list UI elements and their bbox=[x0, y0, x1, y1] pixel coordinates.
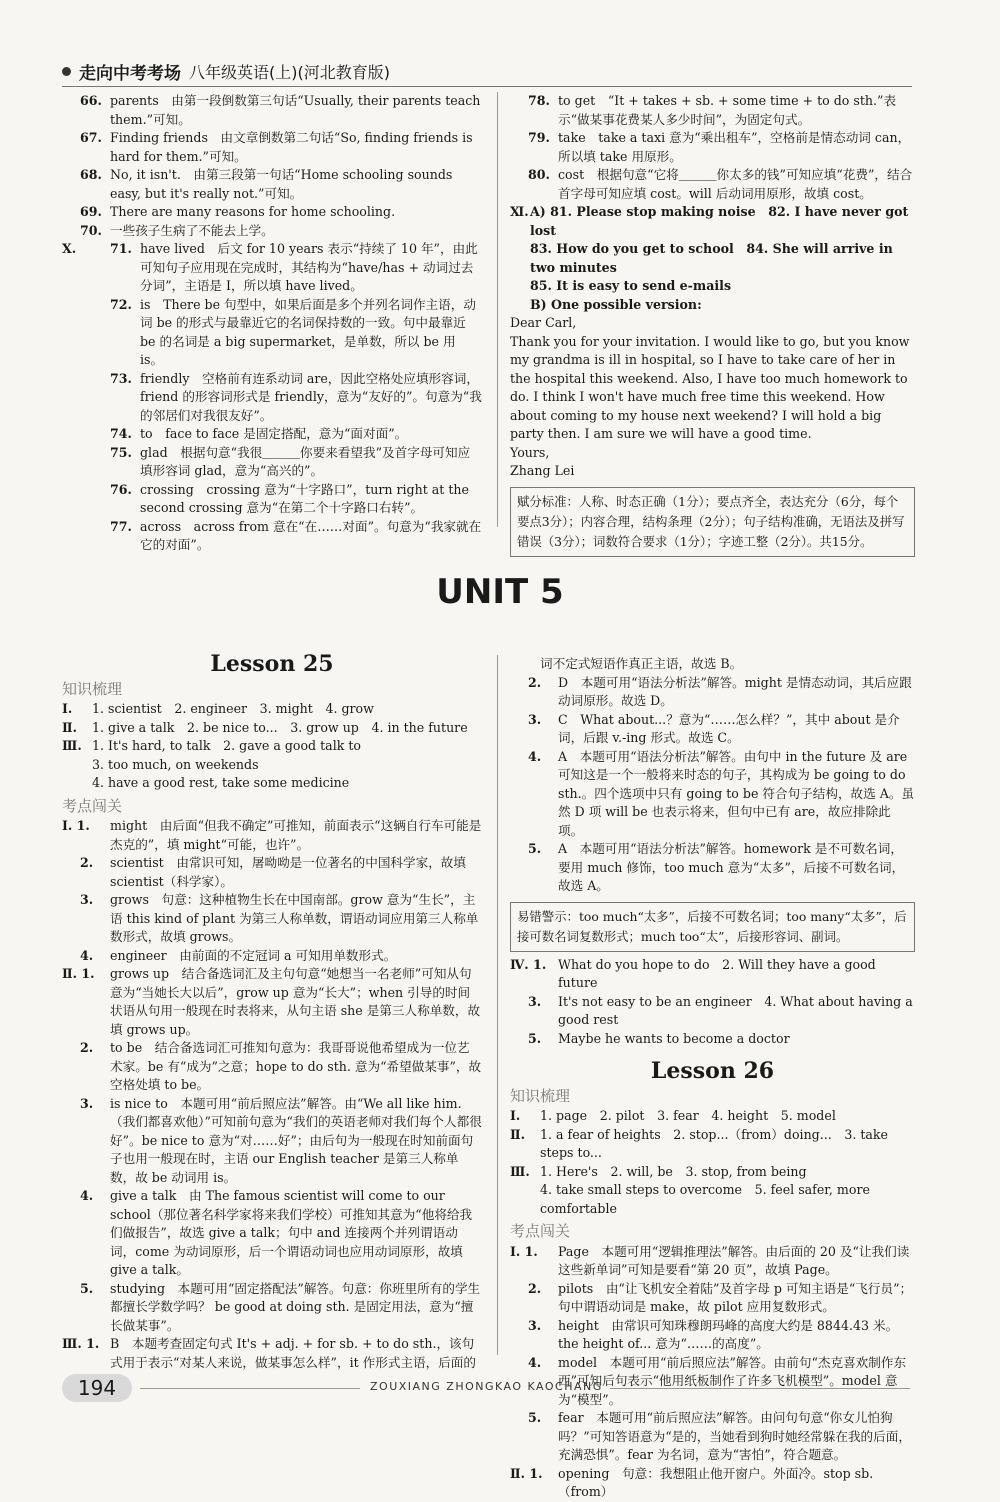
book-title: 走向中考考场 bbox=[79, 63, 181, 84]
l25-kb-text: 1. It's hard, to talk 2. gave a good talk to bbox=[92, 738, 361, 753]
letter-greeting: Dear Carl, bbox=[510, 315, 577, 330]
l25-s4-item-text: It's not easy to be an engineer 4. What about having a good rest bbox=[558, 993, 913, 1027]
l25-s3b-item-text: A 本题可用“语法分析法”解答。homework 是不可数名词，要用 much 修饰，too much 意为“太多”，后接不可数名词，故选 A。 bbox=[558, 841, 905, 893]
l25-s3b-item-number: 4. bbox=[528, 748, 542, 764]
l25-s2-item-number: 3. bbox=[80, 1095, 94, 1111]
letter-closing: Yours, bbox=[510, 444, 550, 460]
answer-x-item-text: have lived 后文 for 10 years 表示“持续了 10 年”，由此可知句子应用现在完成时，其结构为“have/has + 动词过去分词”，主语是 I，所以填 have lived。 bbox=[140, 241, 478, 293]
lesson-25-kd-title: 考点闯关 bbox=[62, 796, 123, 815]
letter-body: Thank you for your invitation. I would like to go, but you know my grandma is ill in hospital, so I have to take care of her in the hospital this weekend. Also, I have too much homework to do. I think I won't have much free time this weekend. How about coming to my house next weekend? I will hold a big party then. I am sure we will have a good time. bbox=[510, 333, 910, 441]
l25-kb-roman: Ⅱ. bbox=[62, 719, 77, 735]
scoring-text: 赋分标准：人称、时态正确（1分）；要点齐全，表达充分（6分，每个要点3分）；内容合理，结构条理（2分）；句子结构准确，无语法及拼写错误（3分）；词数符合要求（1分）；字迹工整（2分）。共15分。 bbox=[517, 493, 905, 549]
l25-s4-item bbox=[528, 993, 915, 1030]
book-subtitle: 八年级英语(上)(河北教育版) bbox=[189, 62, 390, 82]
l26-kb-roman: Ⅰ. bbox=[510, 1108, 521, 1123]
page-header bbox=[62, 56, 912, 86]
bullet-icon bbox=[62, 67, 71, 76]
lesson-26-kd-title: 考点闯关 bbox=[510, 1222, 571, 1240]
letter-signature: Zhang Lei bbox=[510, 463, 575, 478]
l25-s1-item-text: grows 句意：这种植物生长在中国南部。grow 意为“生长”，主语 this kind of plant 为第三人称单数，谓语动词应用第三人称单数形式，故填 grows。 bbox=[110, 892, 479, 944]
l25-s1-item bbox=[62, 817, 482, 854]
l25-s3b-item bbox=[528, 711, 915, 748]
l25-s2-item-number: Ⅱ. 1. bbox=[62, 966, 95, 981]
answer-x-item-text: to face to face 是固定搭配，意为“面对面”。 bbox=[140, 426, 408, 441]
l25-s2-item bbox=[80, 1187, 482, 1280]
l25-s3b-item-text: C What about...？意为“……怎么样？”，其中 about 是介词，后跟 v.-ing 形式。故选 C。 bbox=[558, 711, 900, 745]
answer-x-item-text: friendly 空格前有连系动词 are，因此空格处应填形容词，friend 的形容词形式是 friendly，意为“友好的”。句意为“我的邻居们对我很友好”。 bbox=[140, 370, 482, 423]
l26-kb-text: 1. Here's 2. will, be 3. stop, from being bbox=[540, 1163, 807, 1179]
l25-s1-item bbox=[80, 947, 482, 966]
l26-kb-text: 1. a fear of heights 2. stop...（from）doing... 3. take steps to... bbox=[540, 1126, 889, 1160]
l25-s2-item bbox=[80, 1039, 482, 1095]
footer-text: ZOUXIANG ZHONGKAO KAOCHANG bbox=[370, 1380, 603, 1393]
l25-s1-item-text: scientist 由常识可知，屠呦呦是一位著名的中国科学家，故填 scientist（科学家）。 bbox=[110, 855, 466, 889]
l26-s2-item bbox=[510, 1465, 915, 1502]
l26-kb-row bbox=[510, 1181, 915, 1218]
answer-item-text: parents 由第一段倒数第三句话“Usually, their parents teach them.”可知。 bbox=[110, 93, 481, 127]
l26-kb-text: 4. take small steps to overcome 5. feel safer, more comfortable bbox=[540, 1182, 870, 1216]
l26-s1-item bbox=[528, 1317, 915, 1354]
l25-s3-item-text: B 本题考查固定句式 It's + adj. + for sb. + to do sth.，该句式用于表示“对某人来说，做某事怎么样”，it 作形式主语，后面的 bbox=[110, 1336, 476, 1370]
lesson-26-title: Lesson 26 bbox=[650, 1058, 775, 1084]
l26-s2-item-number: Ⅱ. 1. bbox=[510, 1465, 543, 1481]
answer-item-text: cost 根据句意“它将＿＿＿你太多的钱”可知应填“花费”，结合首字母可知应填 cost。will 后动词用原形，故填 cost。 bbox=[558, 167, 913, 201]
answer-item bbox=[80, 92, 482, 129]
answer-x-item-text: is There be 句型中，如果后面是多个并列名词作主语，动词 be 的形式与最靠近它的名词保持数的一致。句中最靠近 be 的名词是 a big supermarket，是单数，所以 be 用 is。 bbox=[140, 296, 476, 367]
answer-x-item bbox=[110, 296, 482, 370]
answer-x-item-number: 74. bbox=[110, 426, 132, 441]
answer-x-item bbox=[110, 444, 482, 481]
lesson-25-column bbox=[62, 651, 482, 1372]
l25-s1-item-number: 3. bbox=[80, 892, 94, 907]
l25-kb-text: 1. scientist 2. engineer 3. might 4. grow bbox=[92, 701, 374, 716]
answer-item-number: 78. bbox=[528, 93, 550, 108]
footer-line-right bbox=[610, 1388, 910, 1389]
l25-s4-item bbox=[510, 956, 915, 993]
l25-s1-item-number: 2. bbox=[80, 855, 94, 870]
l26-kb-row bbox=[510, 1126, 915, 1163]
l26-s1-item bbox=[528, 1280, 915, 1317]
l25-s1-item-number: Ⅰ. 1. bbox=[62, 818, 90, 833]
l25-s3b-item bbox=[528, 748, 915, 841]
answer-item-text: take take a taxi 意为“乘出租车”，空格前是情态动词 can，所以填 take 用原形。 bbox=[558, 130, 911, 164]
l25-s4-item-number: 5. bbox=[528, 1030, 542, 1046]
l26-s1-item-number: 2. bbox=[528, 1280, 542, 1296]
l25-s2-item-text: is nice to 本题可用“前后照应法”解答。由“We all like him.（我们都喜欢他）”可知前句意为“我们的英语老师对我们每个人都很好”。be nice to 意为“对……好”；由后句为一般现在时知前面句子也用一般现在时，主语 our English teacher 是第三人称单数，故 be 动词用 is。 bbox=[110, 1095, 482, 1185]
l25-kb-text: 4. have a good rest, take some medicine bbox=[92, 775, 350, 790]
l25-s2-item-number: 4. bbox=[80, 1188, 94, 1203]
l25-s1-item bbox=[80, 854, 482, 891]
l25-s3b-item-number: 5. bbox=[528, 841, 542, 856]
l26-s1-item-number: 5. bbox=[528, 1410, 542, 1425]
l25-s3b-item-number: 2. bbox=[528, 674, 542, 690]
l25-s1-item-number: 4. bbox=[80, 947, 94, 963]
answer-x-item-text: glad 根据句意“我很＿＿＿你要来看望我”及首字母可知应填形容词 glad，意为“高兴的”。 bbox=[140, 444, 471, 478]
answer-item bbox=[80, 203, 482, 222]
lesson-25-title: Lesson 25 bbox=[210, 651, 334, 677]
l25-s3-item-number: Ⅲ. 1. bbox=[62, 1336, 100, 1351]
answer-item-number: 80. bbox=[528, 167, 550, 182]
l25-s2-item-text: give a talk 由 The famous scientist will come to our school（那位著名科学家将来我们学校）可推知其意为“他将给我们做报告”，故选 give a talk；句中 and 连接两个并列谓语动词，come 为动词原形，后一个谓语动词也应用动词原形，故填 give a talk。 bbox=[110, 1188, 473, 1277]
answer-x-item-number: 76. bbox=[110, 481, 132, 497]
answer-x-item-number: 71. bbox=[110, 241, 132, 256]
answer-item bbox=[528, 92, 915, 129]
answer-item-number: 79. bbox=[528, 130, 550, 145]
answer-x-item-number: 72. bbox=[110, 296, 132, 312]
lesson-25-kb-title: 知识梳理 bbox=[62, 679, 123, 698]
l26-s1-item-number: 4. bbox=[528, 1354, 542, 1370]
l25-s4-item-number: Ⅳ. 1. bbox=[510, 956, 547, 972]
answer-x-item-text: across across from 意在“在……对面”。句意为“我家就在它的对面”。 bbox=[140, 518, 482, 552]
l25-s4-item-text: What do you hope to do 2. Will they have a good future bbox=[558, 956, 876, 990]
answer-item bbox=[528, 129, 915, 166]
answer-x-item bbox=[110, 425, 482, 444]
l26-s1-item-text: height 由常识可知珠穆朗玛峰的高度大约是 8844.43 米。the height of... 意为“……的高度”。 bbox=[558, 1317, 899, 1351]
l25-s2-item-text: to be 结合备选词汇可推知句意为：我哥哥说他希望成为一位艺术家。be 有“成为”之意；hope to do sth. 意为“希望做某事”，故空格处填 to be。 bbox=[110, 1040, 482, 1092]
answer-item bbox=[528, 166, 915, 203]
l26-kb-text: 1. page 2. pilot 3. fear 4. height 5. model bbox=[540, 1108, 836, 1123]
answer-x-item bbox=[110, 481, 482, 518]
column-divider-top bbox=[497, 92, 498, 527]
l26-s2-item-text: opening 句意：我想阻止他开窗户。外面冷。stop sb.（from） bbox=[558, 1465, 874, 1499]
l25-s4-item-text: Maybe he wants to become a doctor bbox=[558, 1030, 790, 1046]
l26-s1-item bbox=[510, 1243, 915, 1280]
l26-s1-item-text: fear 本题可用“前后照应法”解答。由问句句意“你女儿怕狗吗？”可知答语意为“是的，当她看到狗时她经常躲在我的后面，充满恐惧”。fear 为名词，意为“害怕”，符合题意。 bbox=[558, 1410, 911, 1462]
l25-s2-item-text: grows up 结合备选词汇及主句句意“她想当一名老师”可知从句意为“当她长大以后”，grow up 意为“长大”；when 引导的时间状语从句用一般现在时表将来，从句主语 she 是第三人称单数，故填 grows up。 bbox=[110, 966, 481, 1037]
section-xi: Ⅺ. A) 81. Please stop making noise 82. I have never got lost 83. How do you get to school 84. She will arrive in two minutes 85. It is easy to send e-mails bbox=[510, 203, 915, 296]
l25-s4-item-number: 3. bbox=[528, 993, 542, 1009]
answer-item-text: 一些孩子生病了不能去上学。 bbox=[110, 222, 274, 238]
l25-s2-item bbox=[80, 1280, 482, 1336]
answer-x-item-number: 73. bbox=[110, 370, 132, 386]
xi-line-2: 83. How do you get to school 84. She will arrive in two minutes bbox=[530, 241, 893, 275]
answer-item-text: Finding friends 由文章倒数第二句话“So, finding friends is hard for them.”可知。 bbox=[110, 130, 473, 164]
l25-s4-item bbox=[528, 1030, 915, 1049]
answer-item-number: 69. bbox=[80, 204, 102, 219]
answer-x-item bbox=[110, 518, 482, 555]
l25-kb-row bbox=[62, 700, 482, 719]
answer-x-item-text: crossing crossing 意为“十字路口”，turn right at the second crossing 意为“在第二个十字路口右转”。 bbox=[140, 481, 469, 515]
l26-s1-item-text: Page 本题可用“逻辑推理法”解答。由后面的 20 及“让我们读这些新单词”可知是要看“第 20 页”，故填 Page。 bbox=[558, 1243, 910, 1277]
l25-s3-item bbox=[62, 1335, 482, 1372]
l25-kb-text: 1. give a talk 2. be nice to... 3. grow up 4. in the future bbox=[92, 719, 468, 735]
header-divider bbox=[62, 86, 912, 87]
answer-item-number: 66. bbox=[80, 93, 102, 108]
l25-s2-item-number: 2. bbox=[80, 1040, 94, 1055]
answer-item bbox=[80, 166, 482, 203]
l25-s2-item bbox=[62, 965, 482, 1039]
answer-item bbox=[80, 222, 482, 241]
page-number: 194 bbox=[62, 1374, 132, 1402]
answer-x-item bbox=[110, 370, 482, 426]
answer-item bbox=[80, 129, 482, 166]
top-right-column bbox=[510, 92, 915, 557]
section-x: Ⅹ. 71. have lived 后文 for 10 years 表示“持续了 10 年”，由此可知句子应用现在完成时，其结构为“have/has + 动词过去分词”，主语是 I，所以填 have lived。 72. is There be 句型中，如果后面是多个并列名词作主语，动词 be 的形式与最靠近它的名词保持数的一致。句中最靠近 be 的名词是 a big supermarket，是单数，所以 be 用 is。 73. friendly 空格前有连系动词 are，因此空格处应填形容词，friend 的形容词形式是 friendly，意为“友好的”。句意为“我的邻居们对我很友好”。 74. to face to face 是固定搭配，意为“面对面”。 75. glad 根据句意“我很＿＿＿你要来看望我”及首字母可知应填形容词 glad，意为“高兴的”。 76. crossing crossing 意为“十字路口”，turn right at the second crossing 意为“在第二个十字路口右转”。 77. across across from 意在“在……对面”。句意为“我家就在它的对面”。 bbox=[62, 240, 482, 555]
answer-item-text: to get “It + takes + sb. + some time + to do sth.”表示“做某事花费某人多少时间”，为固定句式。 bbox=[558, 93, 897, 127]
xi-line-1: A) 81. Please stop making noise 82. I have never got lost bbox=[530, 204, 909, 238]
column-divider-bottom bbox=[497, 655, 498, 1355]
l25-s3b-item bbox=[528, 840, 915, 896]
l25-s2-item-number: 5. bbox=[80, 1280, 94, 1296]
l25-kb-row bbox=[62, 719, 482, 738]
l26-s1-item-number: 3. bbox=[528, 1317, 542, 1333]
version-label: B) One possible version: bbox=[530, 296, 702, 312]
l26-s1-item-text: model 本题可用“前后照应法”解答。由前句“杰克喜欢制作东西”可知后句表示“他用纸板制作了许多飞机模型”。model 意为“模型”。 bbox=[558, 1354, 907, 1407]
l25-kb-roman: Ⅲ. bbox=[62, 738, 82, 753]
l25-kb-row bbox=[62, 774, 482, 793]
l26-kb-roman: Ⅲ. bbox=[510, 1163, 530, 1179]
l25-s1-item-text: might 由后面“但我不确定”可推知，前面表示“这辆自行车可能是杰克的”，填 might“可能，也许”。 bbox=[110, 818, 482, 852]
l25-s3b-item-text: A 本题可用“语法分析法”解答。由句中 in the future 及 are 可知这是一个一般将来时态的句子，其构成为 be going to do sth.。四个选项中只有 going to be 符合句子结构，故选 A。虽然 D 项 will be 也表示将来，但句中已有 are，故应排除此项。 bbox=[558, 748, 915, 838]
xi-line-3: 85. It is easy to send e-mails bbox=[530, 278, 732, 293]
l26-kb-row bbox=[510, 1107, 915, 1126]
l25-s1-item-text: engineer 由前面的不定冠词 a 可知用单数形式。 bbox=[110, 947, 397, 963]
unit-title: UNIT 5 bbox=[436, 572, 564, 612]
answer-x-item-number: 77. bbox=[110, 518, 132, 534]
continuation-text: 词不定式短语作真正主语，故选 B。 bbox=[540, 656, 743, 671]
l25-kb-text: 3. too much, on weekends bbox=[92, 756, 259, 772]
l26-kb-roman: Ⅱ. bbox=[510, 1126, 525, 1142]
warning-box bbox=[510, 902, 915, 952]
lower-right-column bbox=[510, 655, 915, 1502]
scoring-box bbox=[510, 487, 915, 557]
answer-x-item-number: 75. bbox=[110, 444, 132, 460]
l25-s3b-item bbox=[528, 674, 915, 711]
answer-x-item bbox=[110, 240, 482, 296]
l25-kb-roman: Ⅰ. bbox=[62, 701, 73, 716]
answer-item-number: 67. bbox=[80, 130, 102, 145]
warning-text: 易错警示：too much“太多”，后接不可数名词；too many“太多”，后接可数名词复数形式；much too“太”，后接形容词、副词。 bbox=[517, 908, 907, 944]
l25-s2-item-text: studying 本题可用“固定搭配法”解答。句意：你班里所有的学生都擅长学数学吗？ be good at doing sth. 是固定用法，意为“擅长做某事”。 bbox=[110, 1280, 481, 1333]
l25-s2-item bbox=[80, 1095, 482, 1188]
l26-s1-item-number: Ⅰ. 1. bbox=[510, 1243, 538, 1259]
lesson-26-kb-title: 知识梳理 bbox=[510, 1086, 571, 1105]
l25-s3b-item-number: 3. bbox=[528, 711, 542, 727]
l26-s1-item bbox=[528, 1409, 915, 1465]
footer-line-left bbox=[140, 1388, 360, 1389]
top-left-column bbox=[62, 92, 482, 555]
l25-kb-row bbox=[62, 756, 482, 775]
l26-s1-item-text: pilots 由“让飞机安全着陆”及首字母 p 可知主语是“飞行员”；句中谓语动词是 make，故 pilot 应用复数形式。 bbox=[558, 1280, 913, 1314]
answer-item-text: No, it isn't. 由第三段第一句话“Home schooling sounds easy, but it's really not.”可知。 bbox=[110, 167, 453, 201]
answer-item-text: There are many reasons for home schooling. bbox=[110, 204, 396, 219]
answer-item-number: 68. bbox=[80, 167, 102, 182]
l26-kb-row bbox=[510, 1163, 915, 1182]
l25-kb-row bbox=[62, 737, 482, 756]
answer-item-number: 70. bbox=[80, 222, 102, 238]
l25-s1-item bbox=[80, 891, 482, 947]
l25-s3b-item-text: D 本题可用“语法分析法”解答。might 是情态动词，其后应跟动词原形。故选 D。 bbox=[558, 674, 912, 708]
